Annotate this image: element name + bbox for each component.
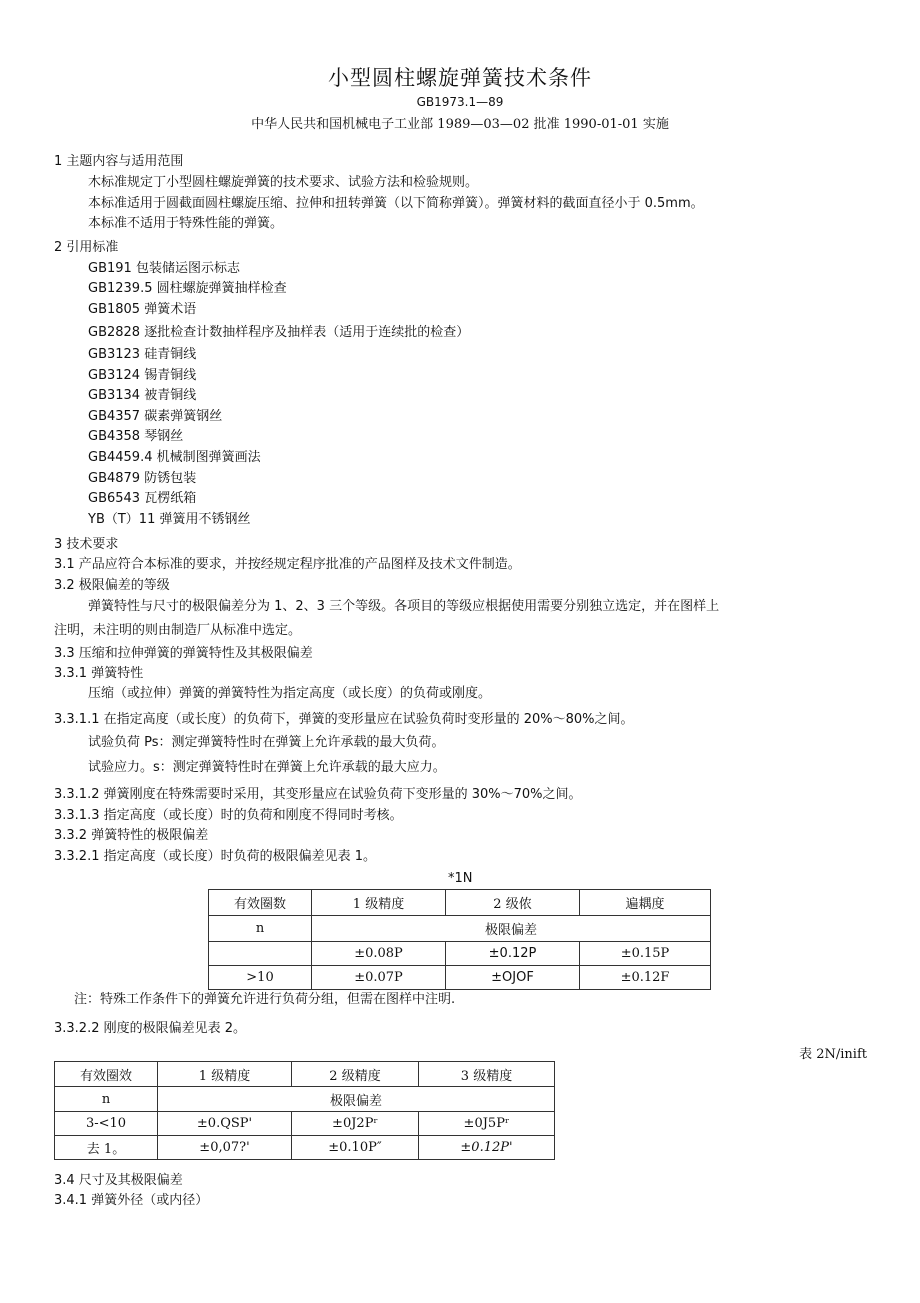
reference-item: GB4459.4 机械制图弹簧画法 [88,450,261,465]
issue-line: 中华人民共和国机械电子工业部 1989—03—02 批准 1990-01-01 实施 [251,117,669,132]
table-cell: ±0,07?' [158,1136,292,1160]
table-cell: ±0.15P [580,942,711,966]
reference-item: GB3124 锡青铜线 [88,368,197,383]
reference-item: GB4357 碳素弹簧钢丝 [88,409,223,424]
table-cell: ±0.QSP' [158,1112,292,1136]
table-header-cell: n [209,916,312,942]
table-header-cell: 遍耦度 [580,890,711,916]
table-cell: >10 [209,966,312,990]
clause-3-4: 3.4 尺寸及其极限偏差 [54,1173,183,1188]
clause-3-1: 3.1 产品应符合本标准的要求，并按经规定程序批准的产品图样及技术文件制造。 [54,557,521,572]
clause-3-3-1-para: 压缩（或拉伸）弹簧的弹簧特性为指定高度（或长度）的负荷或刚度。 [88,686,492,701]
clause-3-3-1: 3.3.1 弹簧特性 [54,666,144,681]
clause-3-3-2: 3.3.2 弹簧特性的极限偏差 [54,828,209,843]
clause-3-3: 3.3 压缩和拉伸弹簧的弹簧特性及其极限偏差 [54,646,313,661]
reference-item: GB4358 琴钢丝 [88,429,184,444]
table-header-cell: 3 级精度 [419,1062,555,1087]
reference-item: GB6543 瓦楞纸箱 [88,491,197,506]
table-cell: ±0.12P' [419,1136,555,1160]
table-1-caption: *1N [448,871,473,886]
table-cell [209,942,312,966]
table-cell: ±OJOF [446,966,580,990]
standard-code: GB1973.1—89 [416,95,504,109]
table-cell: ±0.12F [580,966,711,990]
table-header-cell: 极限偏差 [312,916,711,942]
table-header-cell: 有效圈效 [55,1062,158,1087]
table-cell: ±0J5Pʳ [419,1112,555,1136]
clause-3-3-1-3: 3.3.1.3 指定高度（或长度）时的负荷和刚度不得同时考核。 [54,808,403,823]
clause-3-3-2-2: 3.3.2.2 刚度的极限偏差见表 2。 [54,1021,247,1036]
clause-3-2: 3.2 极限偏差的等级 [54,578,170,593]
table-cell: ±0.12P [446,942,580,966]
clause-3-3-1-1: 3.3.1.1 在指定高度（或长度）的负荷下，弹簧的变形量应在试验负荷时变形量的 20%～80%之间。 [54,712,634,727]
definition-test-stress: 试验应力。s：测定弹簧特性时在弹簧上允许承载的最大应力。 [88,760,446,775]
clause-3-4-1: 3.4.1 弹簧外径（或内径） [54,1193,209,1208]
table-header-cell: 有效圈数 [209,890,312,916]
clause-3-3-1-2: 3.3.1.2 弹簧刚度在特殊需要时采用，其变形量应在试验负荷下变形量的 30%～70%之间。 [54,787,582,802]
section-1-para: 本标准适用于圆截面圆柱螺旋压缩、拉伸和扭转弹簧（以下简称弹簧）。弹簧材料的截面直径小于 0.5mm。 [88,196,704,211]
section-1-heading: 1 主题内容与适用范围 [54,154,184,169]
section-1-para: 本标准不适用于特殊性能的弹簧。 [88,216,284,231]
reference-item: GB4879 防锈包装 [88,471,197,486]
section-3-heading: 3 技术要求 [54,537,119,552]
table-cell: 3-<10 [55,1112,158,1136]
reference-item: GB2828 逐批检查计数抽样程序及抽样表（适用于连续批的检查） [88,325,470,340]
reference-item: GB3123 硅青铜线 [88,347,197,362]
reference-item: GB1805 弹簧术语 [88,302,197,317]
reference-item: GB3134 被青铜线 [88,388,197,403]
definition-test-load: 试验负荷 Ps：测定弹簧特性时在弹簧上允许承载的最大负荷。 [88,735,445,750]
clause-3-2-para-cont: 注明，未注明的则由制造厂从标准中选定。 [54,623,302,638]
document-title: 小型圆柱螺旋弹簧技术条件 [328,66,592,90]
table-cell: ±0.08P [312,942,446,966]
table-cell: ±0.10P″ [292,1136,419,1160]
table-cell: 去 1。 [55,1136,158,1160]
section-2-heading: 2 引用标准 [54,240,119,255]
table-1-note: 注：特殊工作条件下的弹簧允许进行负荷分组，但需在图样中注明. [74,992,456,1007]
table-header-cell: 1 级精度 [158,1062,292,1087]
table-header-cell: 2 级精度 [292,1062,419,1087]
table-header-cell: 极限偏差 [158,1087,555,1112]
table-2 [54,1061,555,1160]
table-header-cell: 2 级侬 [446,890,580,916]
reference-item: GB1239.5 圆柱螺旋弹簧抽样检查 [88,281,287,296]
table-1 [208,889,711,990]
table-cell: ±0J2Pʳ [292,1112,419,1136]
table-header-cell: n [55,1087,158,1112]
table-2-caption: 表 2N/inift [799,1047,867,1062]
reference-item: YB（T）11 弹簧用不锈钢丝 [88,512,251,527]
table-header-cell: 1 级精度 [312,890,446,916]
reference-item: GB191 包装储运图示标志 [88,261,240,276]
clause-3-3-2-1: 3.3.2.1 指定高度（或长度）时负荷的极限偏差见表 1。 [54,849,377,864]
clause-3-2-para: 弹簧特性与尺寸的极限偏差分为 1、2、3 三个等级。各项目的等级应根据使用需要分别独立选定，并在图样上 [88,599,720,614]
table-cell: ±0.07P [312,966,446,990]
section-1-para: 木标准规定丁小型圆柱螺旋弹簧的技术要求、试验方法和检验规则。 [88,175,479,190]
